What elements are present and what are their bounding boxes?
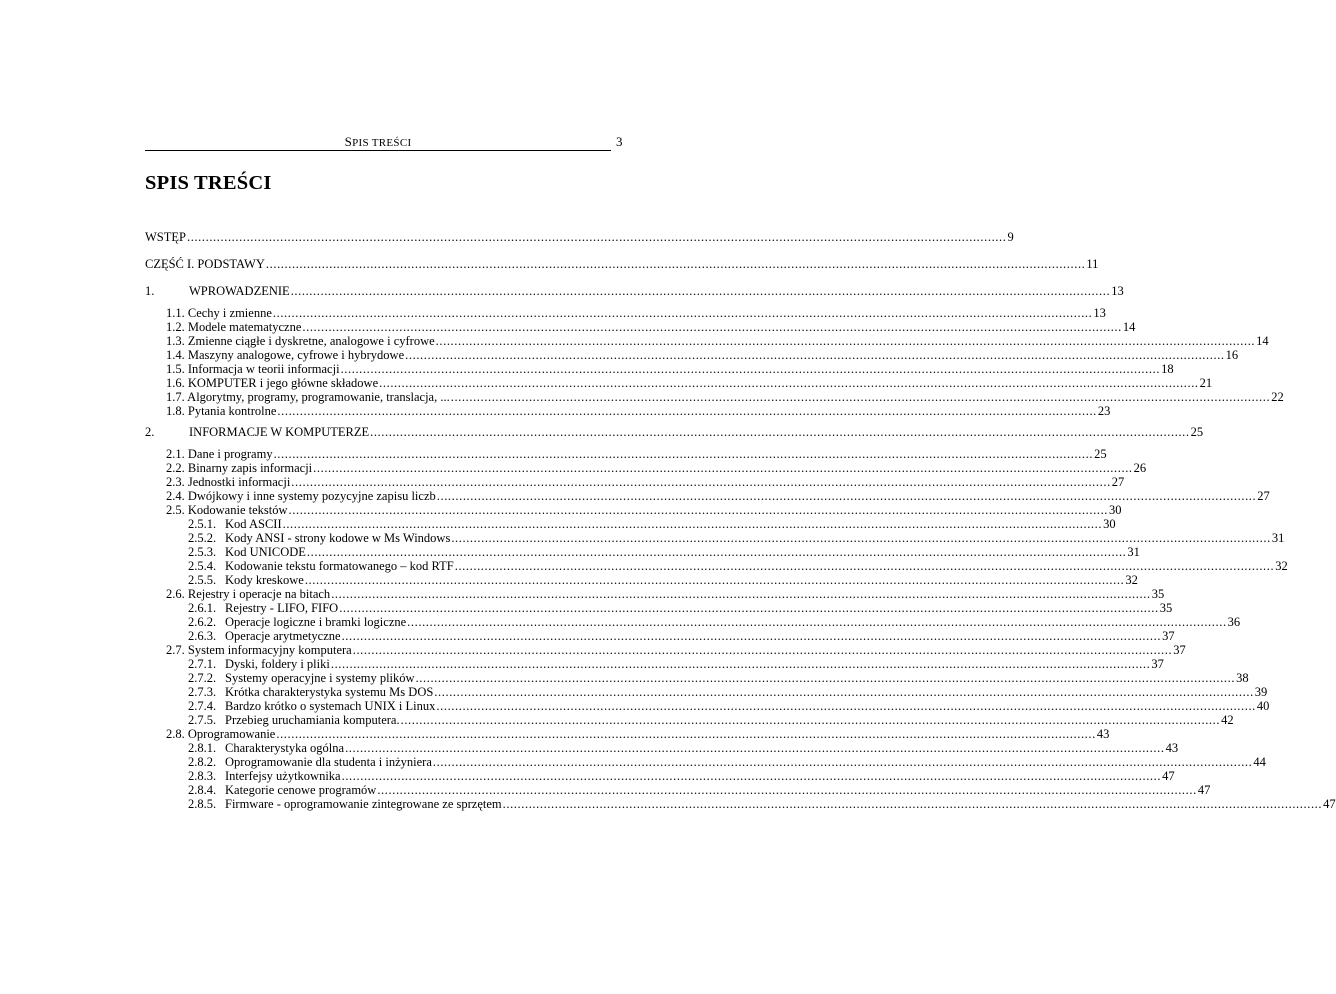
toc-entry-page: 27	[1111, 475, 1125, 489]
toc-entry-page: 47	[1323, 797, 1336, 811]
toc-entry[interactable]	[188, 531, 1285, 546]
toc-entry[interactable]	[188, 783, 1211, 798]
dot-leader: ............................................................................................................................................................................................................................	[282, 517, 1103, 531]
dot-leader: ............................................................................................................................................................................................................................	[434, 685, 1254, 699]
toc-entry-page: 42	[1221, 713, 1234, 727]
toc-entry-label: 1.3. Zmienne ciągłe i dyskretne, analogowe i cyfrowe	[166, 334, 435, 348]
toc-entry-page: 47	[1162, 769, 1175, 783]
toc-entry-label: Kod UNICODE	[225, 545, 306, 559]
dot-leader: ............................................................................................................................................................................................................................	[352, 643, 1173, 657]
toc-entry[interactable]	[188, 671, 1249, 686]
toc-entry-page: 35	[1159, 601, 1173, 615]
toc-entry[interactable]	[166, 362, 1174, 377]
running-title-initial: S	[344, 134, 353, 149]
toc-entry-label: 2.2. Binarny zapis informacji	[166, 461, 313, 475]
toc-entry-label: Interfejsy użytkownika	[225, 769, 341, 783]
toc-entry[interactable]	[188, 629, 1175, 644]
toc-entry-page: 25	[1094, 447, 1107, 461]
toc-entry[interactable]	[145, 230, 1014, 245]
toc-entry-label: 2.7. System informacyjny komputera	[166, 643, 352, 657]
toc-entry-number: 2.7.1.	[188, 657, 217, 671]
dot-leader: ............................................................................................................................................................................................................................	[306, 545, 1127, 559]
toc-entry-label: WSTĘP	[145, 230, 186, 244]
toc-entry[interactable]	[188, 685, 1268, 700]
toc-entry[interactable]	[166, 503, 1122, 518]
toc-entry-page: 32	[1125, 573, 1138, 587]
toc-entry[interactable]	[166, 587, 1165, 602]
toc-entry-page: 36	[1227, 615, 1241, 629]
toc-entry[interactable]	[166, 320, 1136, 335]
toc-entry-label: Dyski, foldery i pliki	[225, 657, 330, 671]
toc-entry[interactable]	[166, 475, 1125, 490]
toc-entry[interactable]	[166, 404, 1111, 419]
toc-entry[interactable]	[166, 643, 1186, 658]
toc-entry-page: 13	[1093, 306, 1106, 320]
toc-entry-number: 2.6.1.	[188, 601, 217, 615]
toc-entry-page: 16	[1225, 348, 1239, 362]
dot-leader: ............................................................................................................................................................................................................................	[377, 783, 1197, 797]
toc-entry-label: Charakterystyka ogólna	[225, 741, 345, 755]
dot-leader: ............................................................................................................................................................................................................................	[304, 573, 1125, 587]
toc-entry-label: Kod ASCII	[225, 517, 282, 531]
toc-entry-number: 2.7.5.	[188, 713, 217, 727]
toc-entry[interactable]	[188, 657, 1164, 672]
dot-leader: ............................................................................................................................................................................................................................	[273, 447, 1094, 461]
toc-entry[interactable]	[166, 461, 1147, 476]
toc-entry-number: 2.5.1.	[188, 517, 217, 531]
toc-entry-label: Firmware - oprogramowanie zintegrowane ze sprzętem	[225, 797, 502, 811]
dot-leader: ............................................................................................................................................................................................................................	[277, 404, 1097, 418]
toc-entry[interactable]	[166, 376, 1213, 391]
toc-entry-label: 1.2. Modele matematyczne	[166, 320, 302, 334]
toc-entry-label: INFORMACJE W KOMPUTERZE	[189, 425, 370, 439]
toc-entry-label: Przebieg uruchamiania komputera.	[225, 713, 400, 727]
toc-entry-page: 23	[1097, 404, 1111, 418]
toc-entry-page: 26	[1133, 461, 1147, 475]
dot-leader: ............................................................................................................................................................................................................................	[435, 334, 1256, 348]
toc-entry[interactable]	[166, 306, 1106, 321]
toc-entry-label: 1.7. Algorytmy, programy, programowanie, translacja, ...	[166, 390, 450, 404]
dot-leader: ............................................................................................................................................................................................................................	[276, 727, 1096, 741]
dot-leader: ............................................................................................................................................................................................................................	[302, 320, 1122, 334]
toc-entry-page: 39	[1254, 685, 1268, 699]
toc-entry[interactable]	[188, 699, 1270, 714]
dot-leader: ............................................................................................................................................................................................................................	[370, 425, 1190, 439]
toc-entry-label: 2.3. Jednostki informacji	[166, 475, 291, 489]
toc-entry-page: 37	[1151, 657, 1164, 671]
toc-entry[interactable]	[188, 797, 1336, 812]
toc-entry[interactable]	[145, 257, 1099, 272]
dot-leader: ............................................................................................................................................................................................................................	[186, 230, 1007, 244]
toc-entry-page: 38	[1236, 671, 1249, 685]
dot-leader: ............................................................................................................................................................................................................................	[341, 769, 1162, 783]
toc-entry-label: Operacje logiczne i bramki logiczne	[225, 615, 407, 629]
toc-entry[interactable]	[188, 517, 1116, 532]
toc-entry-label: 2.4. Dwójkowy i inne systemy pozycyjne zapisu liczb	[166, 489, 436, 503]
dot-leader: ............................................................................................................................................................................................................................	[436, 489, 1257, 503]
toc-entry-page: 11	[1086, 257, 1099, 271]
toc-entry-number: 2.8.1.	[188, 741, 217, 755]
toc-entry-page: 14	[1122, 320, 1136, 334]
toc-entry-label: CZĘŚĆ I. PODSTAWY	[145, 257, 265, 271]
toc-entry-page: 30	[1103, 517, 1116, 531]
dot-leader: ............................................................................................................................................................................................................................	[290, 284, 1111, 298]
toc-entry-page: 18	[1161, 362, 1174, 376]
toc-entry-number: 2.7.3.	[188, 685, 217, 699]
toc-entry-label: Bardzo krótko o systemach UNIX i Linux	[225, 699, 436, 713]
toc-entry[interactable]	[188, 573, 1138, 588]
page-title: SPIS TREŚCI	[145, 172, 272, 194]
toc-entry-label: Kategorie cenowe programów	[225, 783, 377, 797]
toc-entry-page: 47	[1197, 783, 1211, 797]
toc-entry[interactable]	[145, 425, 1204, 440]
toc-entry-number: 2.8.5.	[188, 797, 217, 811]
toc-entry[interactable]	[188, 713, 1234, 728]
page-number: 3	[616, 134, 623, 149]
toc-entry-label: Systemy operacyjne i systemy plików	[225, 671, 415, 685]
toc-entry-number: 2.5.2.	[188, 531, 217, 545]
toc-entry-label: 1.4. Maszyny analogowe, cyfrowe i hybrydowe	[166, 348, 405, 362]
dot-leader: ............................................................................................................................................................................................................................	[331, 587, 1151, 601]
toc-entry[interactable]	[166, 447, 1107, 462]
toc-entry-label: 2.8. Oprogramowanie	[166, 727, 276, 741]
dot-leader: ............................................................................................................................................................................................................................	[379, 376, 1199, 390]
toc-entry[interactable]	[166, 348, 1239, 363]
toc-entry[interactable]	[166, 334, 1269, 349]
toc-entry-label: Krótka charakterystyka systemu Ms DOS	[225, 685, 434, 699]
dot-leader: ............................................................................................................................................................................................................................	[339, 601, 1159, 615]
toc-entry-page: 25	[1190, 425, 1204, 439]
toc-entry[interactable]	[166, 727, 1110, 742]
toc-entry-label: 1.1. Cechy i zmienne	[166, 306, 272, 320]
toc-entry-label: 2.1. Dane i programy	[166, 447, 273, 461]
dot-leader: ............................................................................................................................................................................................................................	[345, 741, 1165, 755]
toc-entry-page: 43	[1096, 727, 1110, 741]
toc-entry[interactable]	[188, 601, 1173, 616]
toc-entry-label: Oprogramowanie dla studenta i inżyniera	[225, 755, 432, 769]
toc-entry-label: Operacje arytmetyczne	[225, 629, 341, 643]
toc-entry-number: 2.8.4.	[188, 783, 217, 797]
toc-entry-number: 2.	[145, 425, 155, 439]
dot-leader: ............................................................................................................................................................................................................................	[436, 699, 1256, 713]
toc-entry-number: 2.8.3.	[188, 769, 217, 783]
dot-leader: ............................................................................................................................................................................................................................	[313, 461, 1133, 475]
toc-entry[interactable]	[145, 284, 1124, 299]
dot-leader: ............................................................................................................................................................................................................................	[400, 713, 1221, 727]
toc-entry-number: 1.	[145, 284, 155, 298]
running-header	[145, 134, 611, 151]
toc-entry-number: 2.8.2.	[188, 755, 217, 769]
toc-entry-page: 22	[1271, 390, 1284, 404]
toc-entry-label: 1.6. KOMPUTER i jego główne składowe	[166, 376, 379, 390]
toc-entry-label: 2.5. Kodowanie tekstów	[166, 503, 288, 517]
toc-entry-label: 2.6. Rejestry i operacje na bitach	[166, 587, 331, 601]
toc-entry-page: 32	[1275, 559, 1288, 573]
toc-entry[interactable]	[188, 769, 1175, 784]
dot-leader: ............................................................................................................................................................................................................................	[450, 390, 1271, 404]
toc-entry-page: 40	[1256, 699, 1270, 713]
dot-leader: ............................................................................................................................................................................................................................	[415, 671, 1236, 685]
running-title-rest: PIS TREŚCI	[352, 137, 412, 149]
toc-entry-number: 2.5.3.	[188, 545, 217, 559]
toc-entry-page: 31	[1271, 531, 1285, 545]
dot-leader: ............................................................................................................................................................................................................................	[330, 657, 1151, 671]
toc-entry[interactable]	[166, 489, 1270, 504]
toc-entry-page: 37	[1173, 643, 1186, 657]
toc-entry-page: 35	[1151, 587, 1165, 601]
toc-entry-number: 2.5.5.	[188, 573, 217, 587]
toc-entry[interactable]	[188, 741, 1179, 756]
toc-entry-label: Rejestry - LIFO, FIFO	[225, 601, 339, 615]
toc-entry-label: 1.8. Pytania kontrolne	[166, 404, 277, 418]
toc-entry-number: 2.6.3.	[188, 629, 217, 643]
dot-leader: ............................................................................................................................................................................................................................	[407, 615, 1227, 629]
toc-entry-label: WPROWADZENIE	[189, 284, 290, 298]
dot-leader: ............................................................................................................................................................................................................................	[340, 362, 1161, 376]
toc-entry-page: 30	[1109, 503, 1122, 517]
dot-leader: ............................................................................................................................................................................................................................	[502, 797, 1323, 811]
toc-entry-page: 21	[1199, 376, 1213, 390]
toc-entry-page: 14	[1256, 334, 1269, 348]
dot-leader: ............................................................................................................................................................................................................................	[454, 559, 1275, 573]
toc-entry-number: 2.7.4.	[188, 699, 217, 713]
toc-entry[interactable]	[188, 755, 1266, 770]
toc-entry-number: 2.6.2.	[188, 615, 217, 629]
toc-entry-page: 9	[1007, 230, 1014, 244]
toc-entry-label: Kody kreskowe	[225, 573, 304, 587]
toc-entry-page: 37	[1162, 629, 1175, 643]
toc-entry-page: 44	[1253, 755, 1266, 769]
toc-entry[interactable]	[166, 390, 1284, 405]
toc-entry[interactable]	[188, 615, 1241, 630]
toc-entry-page: 43	[1165, 741, 1179, 755]
dot-leader: ............................................................................................................................................................................................................................	[288, 503, 1109, 517]
toc-entry-number: 2.7.2.	[188, 671, 217, 685]
running-title	[145, 134, 611, 150]
toc-entry-page: 31	[1127, 545, 1140, 559]
dot-leader: ............................................................................................................................................................................................................................	[341, 629, 1162, 643]
dot-leader: ............................................................................................................................................................................................................................	[432, 755, 1253, 769]
toc-entry-label: Kody ANSI - strony kodowe w Ms Windows	[225, 531, 451, 545]
toc-entry-label: Kodowanie tekstu formatowanego – kod RTF	[225, 559, 454, 573]
dot-leader: ............................................................................................................................................................................................................................	[405, 348, 1225, 362]
dot-leader: ............................................................................................................................................................................................................................	[291, 475, 1111, 489]
dot-leader: ............................................................................................................................................................................................................................	[451, 531, 1271, 545]
toc-entry-page: 13	[1111, 284, 1124, 298]
toc-entry[interactable]	[188, 545, 1140, 560]
dot-leader: ............................................................................................................................................................................................................................	[272, 306, 1093, 320]
dot-leader: ............................................................................................................................................................................................................................	[265, 257, 1086, 271]
toc-entry-page: 27	[1257, 489, 1270, 503]
toc-entry-label: 1.5. Informacja w teorii informacji	[166, 362, 340, 376]
toc-entry[interactable]	[188, 559, 1288, 574]
toc-entry-number: 2.5.4.	[188, 559, 217, 573]
